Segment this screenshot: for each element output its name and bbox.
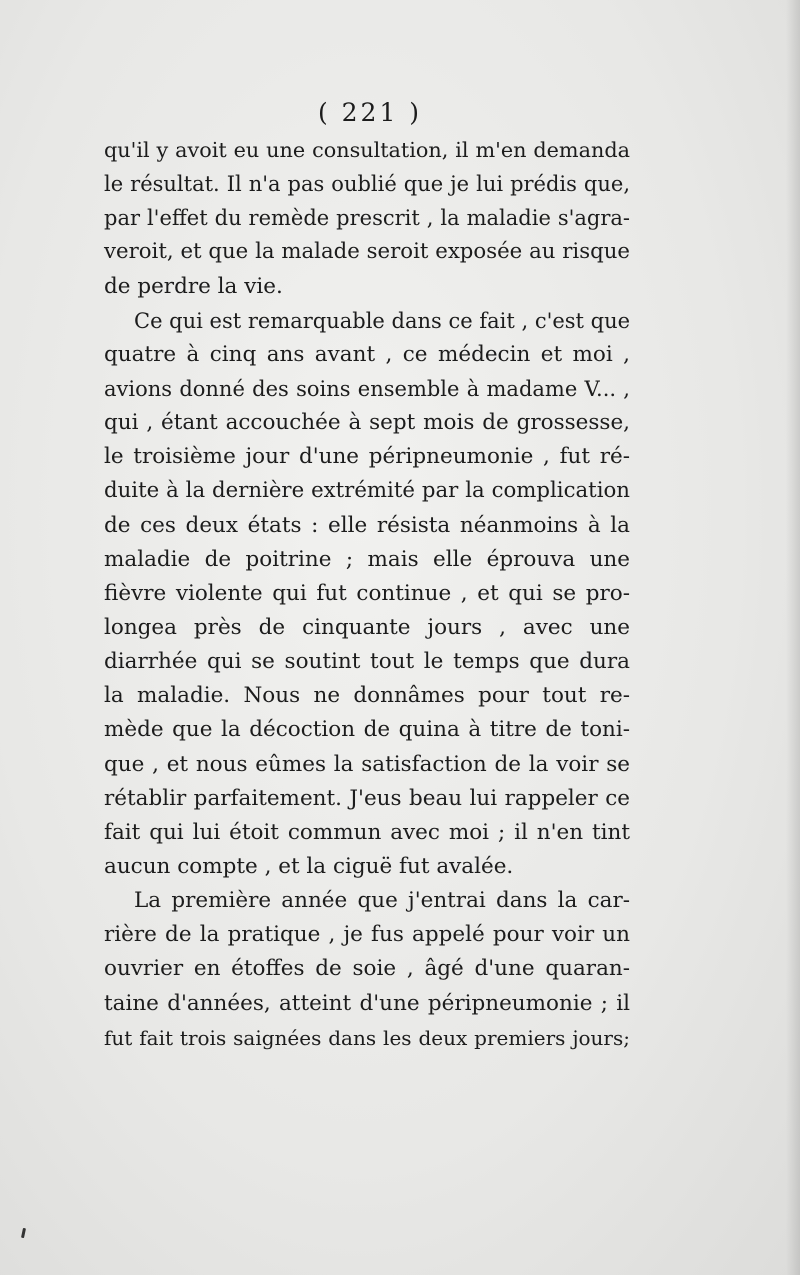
text-line: taine d'années, atteint d'une péripneumonie ; il xyxy=(104,990,630,1016)
text-line: le résultat. Il n'a pas oublié que je lui prédis que, xyxy=(104,172,630,197)
text-line: rière de la pratique , je fus appelé pour voir un xyxy=(104,922,630,948)
text-line: fait qui lui étoit commun avec moi ; il n'en tint xyxy=(104,819,630,845)
text-line: aucun compte , et la ciguë fut avalée. xyxy=(104,853,514,879)
text-line: diarrhée qui se soutint tout le temps que dura xyxy=(104,649,630,675)
text-line: longea près de cinquante jours , avec une xyxy=(104,614,630,640)
text-line: fièvre violente qui fut continue , et qui se pro- xyxy=(104,580,630,606)
text-line: quatre à cinq ans avant , ce médecin et moi , xyxy=(104,341,630,367)
text-line: Ce qui est remarquable dans ce fait , c'est que xyxy=(134,308,631,333)
text-line: La première année que j'entrai dans la car- xyxy=(134,888,630,914)
ink-speck xyxy=(21,1228,26,1238)
text-line: par l'effet du remède prescrit , la maladie s'agra- xyxy=(104,206,630,231)
text-line: avions donné des soins ensemble à madame V... , xyxy=(104,376,630,401)
text-line: veroit, et que la malade seroit exposée au risque xyxy=(104,239,630,265)
text-line: rétablir parfaitement. J'eus beau lui rappeler ce xyxy=(104,785,630,811)
text-line: fut fait trois saignées dans les deux premiers jours; xyxy=(104,1025,630,1050)
text-line: ouvrier en étoffes de soie , âgé d'une quaran- xyxy=(104,956,630,982)
text-line: qui , étant accouchée à sept mois de grossesse, xyxy=(104,410,630,436)
text-line: maladie de poitrine ; mais elle éprouva une xyxy=(104,546,630,572)
text-line: duite à la dernière extrémité par la complication xyxy=(104,478,630,504)
text-line: mède que la décoction de quina à titre de toni- xyxy=(104,717,630,743)
page-number: ( 221 ) xyxy=(317,98,423,127)
text-line: qu'il y avoit eu une consultation, il m'en demanda xyxy=(104,138,630,162)
page-edge-shadow xyxy=(786,0,800,1275)
body-text xyxy=(104,133,630,1055)
text-line: que , et nous eûmes la satisfaction de la voir se xyxy=(104,751,630,777)
text-line: le troisième jour d'une péripneumonie , fut ré- xyxy=(104,444,630,470)
text-line: de ces deux états : elle résista néanmoins à la xyxy=(104,512,630,538)
text-line: de perdre la vie. xyxy=(104,273,283,299)
text-line: la maladie. Nous ne donnâmes pour tout re- xyxy=(104,683,630,709)
